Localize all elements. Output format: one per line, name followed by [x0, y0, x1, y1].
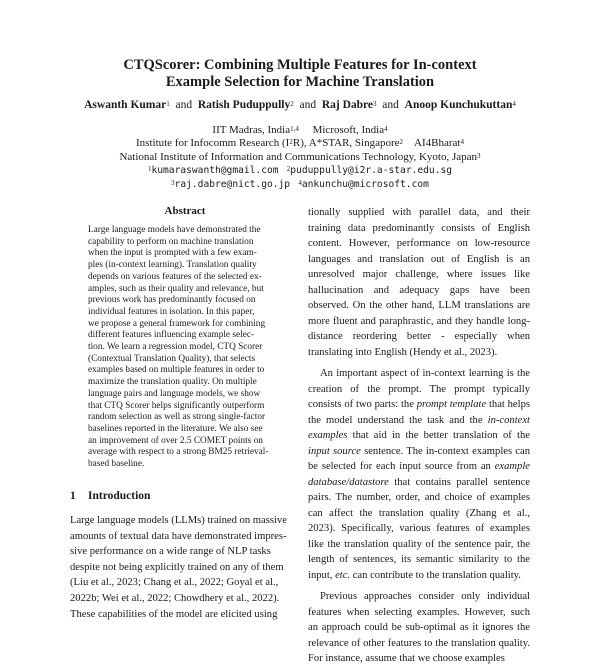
email-link[interactable]: puduppully@i2r.a-star.edu.sg [290, 165, 453, 177]
email-link[interactable]: ankunchu@microsoft.com [301, 178, 429, 190]
email-link[interactable]: kumaraswanth@gmail.com [151, 165, 279, 177]
author-list: Aswanth Kumar$^1$ and Ratish Puduppully$^2$ and Raj Dabre$^3$ and Anoop Kunchukuttan$^4$ [84, 99, 516, 111]
email-row: $^1$kumaraswanth@gmail.com $^2$puduppully@i2r.a-star.edu.sg [147, 165, 453, 177]
author-name: Ratish Puduppully [197, 99, 291, 111]
email-link[interactable]: raj.dabre@nict.go.jp [174, 178, 291, 190]
author-name: Anoop Kunchukuttan [404, 99, 513, 111]
paragraph: tionally supplied with parallel data, and their training data predominantly consists of English content. However, performance on low-resource languages and translation out of English is an unresolved major challenge, where issues like hallucination and adequacy gaps have been observed. On the other hand, LLM translations are more fluent and paraphrastic, and they handle long-distance reordering better - especially when translating into English (Hendy et al., 2023). [308, 207, 530, 358]
right-column [308, 205, 530, 667]
intro-body: Large language models (LLMs) trained on massive amounts of textual data have demonstrated impres- sive performance on a wide range of NLP tasks despite not being explicitly trained on any of them (Liu et al., 2023; Chang et al., 2022; Goyal et al., 2022b; Wei et al., 2022; Chowdhery et al., 2022). These capabilities of the model are elicited using [70, 515, 287, 620]
abstract-body: Large language models have demonstrated the capability to perform on machine translation when the input is prompted with a few exam- ples (in-context learning). Translation quality depends on various features of the selected ex- amples, such as their quality and relevance, but previous work has predominantly focused on individual features in isolation. In this paper, we propose a general framework for combining different features influencing example selec- tion. We learn a regression model, CTQ Scorer (Contextual Translation Quality), that selects examples based on multiple features in order to maximize the translation quality. On multiple language pairs and language models, we show that CTQ Scorer helps significantly outperform random selection as well as strong single-factor baselines reported in the literature. We also see an improvement of over 2.5 COMET points on average with respect to a strong BM25 retrieval- based baseline. [88, 225, 269, 470]
paragraph: Previous approaches consider only individual features when selecting examples. However, such an approach could be sub-optimal as it ignores the relevance of other features to the translation quality. For instance, assume that we choose examples [308, 591, 530, 664]
email-row: $^3$raj.dabre@nict.go.jp $^4$ankunchu@microsoft.com [171, 178, 429, 190]
author-name: Aswanth Kumar [84, 99, 167, 111]
paragraph: An important aspect of in-context learning is the creation of the prompt. The prompt typically consists of two parts: the prompt template that helps the model understand the task and the in-context examples that aid in the better translation of the input source sentence. The in-context examples can be selected for each input source from an example database/datastore that contains parallel sentence pairs. The number, order, and choice of examples can affect the translation quality (Zhang et al., 2023). Specifically, various features of examples like the translation quality of the sentence pair, the length of sentences, its semantic similarity to the input, etc. can contribute to the translation quality. [308, 368, 531, 581]
paper-title: CTQScorer: Combining Multiple Features for In-context Example Selection for Machine Translation [123, 57, 477, 90]
affiliations: IIT Madras, India$^{1,4}$ Microsoft, India$^4$ Institute for Infocomm Research $(I^2R)$, A*STAR, Singapore$^2$ AI4Bharat$^4$ National Institute of Information and Communications Technology, Kyoto, Japan$^3$ $^1$kumaraswanth@gmail.com $^2$puduppully@i2r.a-star.edu.sg $^3$raj.dabre@nict.go.jp $^4$ankunchu@microsoft.com [0, 124, 600, 191]
section-heading: 1 Introduction [70, 490, 151, 502]
author-name: Raj Dabre [321, 99, 374, 111]
abstract-heading: Abstract [164, 205, 206, 217]
